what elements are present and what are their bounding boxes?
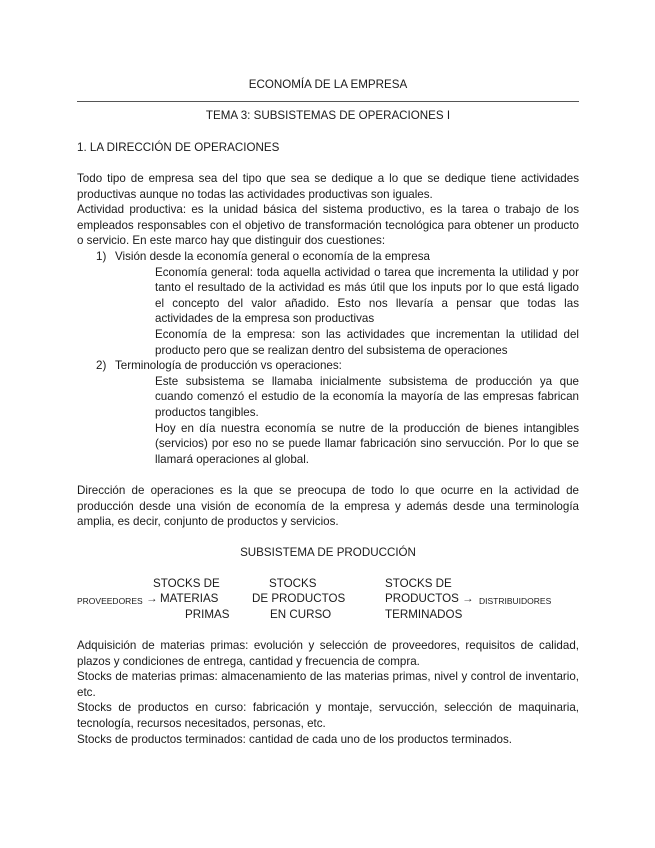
diagram-title: SUBSISTEMA DE PRODUCCIÓN <box>240 546 416 559</box>
list-item-paragraph: Hoy en día nuestra economía se nutre de la producción de bienes intangibles (servicios) por eso no se puede llamar fabricación sino servucción. Por lo que se llamará operaciones al global. <box>155 421 579 466</box>
list-item <box>77 249 579 265</box>
raw-materials-line-2: MATERIAS <box>160 592 219 605</box>
definition-paragraph: Adquisición de materias primas: evolución y selección de proveedores, requisitos de calidad, plazos y condiciones de entrega, cantidad y frecuencia de compra. <box>77 639 579 668</box>
section-body <box>77 171 579 467</box>
definition-paragraph: Stocks de productos en curso: fabricación y montaje, servucción, selección de maquinaria, tecnología, recursos necesitados, personas, etc. <box>77 701 579 730</box>
list-item-paragraph: Este subsistema se llamaba inicialmente subsistema de producción ya que cuando comenzó el estudio de la economía la mayoría de las empresas fabrican productos tangibles. <box>155 374 579 419</box>
list-item-paragraph: Economía de la empresa: son las actividades que incrementan la utilidad del producto pero que se realizan dentro del subsistema de operaciones <box>155 327 579 357</box>
section-heading: 1. LA DIRECCIÓN DE OPERACIONES <box>77 141 280 154</box>
list-item <box>77 358 579 374</box>
document-subtitle: TEMA 3: SUBSISTEMAS DE OPERACIONES I <box>205 109 451 122</box>
definition-paragraph: Stocks de materias primas: almacenamiento de las materias primas, nivel y control de inventario, etc. <box>77 670 579 699</box>
finished-line-3: TERMINADOS <box>385 608 463 621</box>
intro-paragraph: Todo tipo de empresa sea del tipo que sea se dedique a lo que se dedique tiene actividades productivas aunque no todas las actividades productivas son iguales. <box>77 172 579 201</box>
list-item-number: 1) <box>96 249 107 263</box>
list-item-heading: Terminología de producción vs operaciones: <box>115 359 342 373</box>
distributors-label: DISTRIBUIDORES <box>479 596 552 606</box>
definition-paragraph: Stocks de productos terminados: cantidad de cada uno de los productos terminados. <box>77 732 513 746</box>
wip-line-2: DE PRODUCTOS <box>252 592 346 605</box>
title-divider <box>77 101 579 102</box>
raw-materials-line-1: STOCKS DE <box>153 577 220 590</box>
arrow-icon: → <box>146 592 158 605</box>
production-diagram <box>77 576 579 624</box>
wip-line-1: STOCKS <box>269 577 317 590</box>
list-item-paragraph: Economía general: toda aquella actividad o tarea que incrementa la utilidad y por tanto el resultado de la actividad es más útil que los inputs por lo que está ligado el concepto del valor añadido. Esto nos llevaría a pensar que todas las actividades de la empresa son productivas <box>155 265 579 326</box>
list-item-heading: Visión desde la economía general o economía de la empresa <box>115 249 430 263</box>
document-title: ECONOMÍA DE LA EMPRESA <box>248 78 408 91</box>
finished-line-2: PRODUCTOS <box>385 592 459 605</box>
productive-activity-paragraph: Actividad productiva: es la unidad básica del sistema productivo, es la tarea o trabajo de los empleados responsables con el objetivo de transformación tecnológica para obtener un producto o servicio. En este marco hay que distinguir dos cuestiones: <box>77 203 579 248</box>
operations-management-paragraph: Dirección de operaciones es la que se preocupa de todo lo que ocurre en la actividad de producción desde una visión de economía de la empresa y además desde una terminología amplia, es decir, conjunto de productos y servicios. <box>77 484 579 529</box>
definitions-block <box>77 638 579 747</box>
arrow-icon: → <box>462 592 474 605</box>
wip-line-3: EN CURSO <box>270 608 332 621</box>
raw-materials-line-3: PRIMAS <box>185 608 230 621</box>
suppliers-label: PROVEEDORES <box>77 596 143 606</box>
list-item-number: 2) <box>96 359 107 373</box>
finished-line-1: STOCKS DE <box>385 577 452 590</box>
